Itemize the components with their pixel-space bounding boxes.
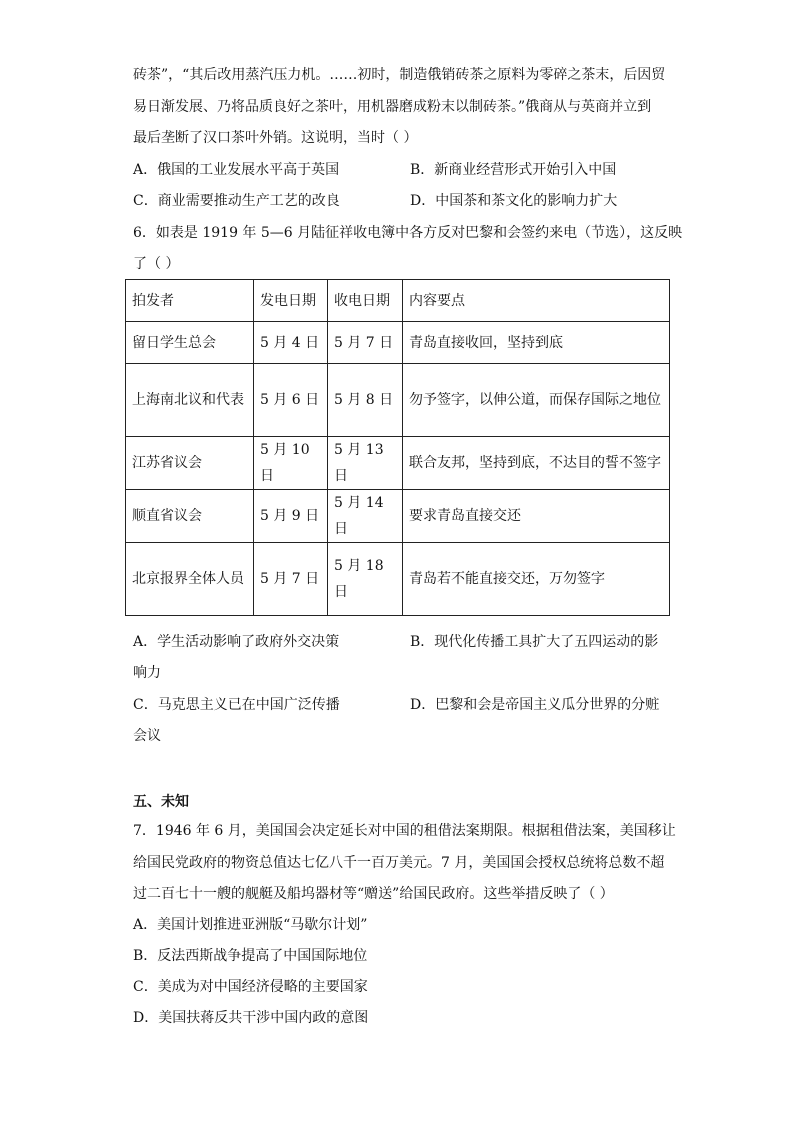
cell-sender: 留日学生总会 xyxy=(126,322,254,364)
cell-content: 联合友邦，坚持到底，不达目的誓不签字 xyxy=(403,437,670,490)
table-row xyxy=(126,490,670,543)
q5-option-d: D．中国茶和茶文化的影响力扩大 xyxy=(410,193,618,209)
cell-sender: 顺直省议会 xyxy=(126,490,254,543)
telegram-table xyxy=(125,279,670,616)
table-row xyxy=(126,437,670,490)
cell-received-date: 5 月 13 日 xyxy=(328,437,403,490)
q5-stem-line-1: 砖茶”，“其后改用蒸汽压力机。……初时，制造俄销砖茶之原料为零碎之茶末，后因贸 xyxy=(133,67,666,83)
cell-sent-date: 5 月 4 日 xyxy=(254,322,328,364)
q7-option-c: C．美成为对中国经济侵略的主要国家 xyxy=(133,979,368,995)
table-row xyxy=(126,543,670,616)
table-header-row xyxy=(126,280,670,322)
q7-stem-line-1: 7．1946 年 6 月，美国国会决定延长对中国的租借法案期限。根据租借法案，美国移让 xyxy=(133,823,676,839)
header-sender: 拍发者 xyxy=(126,280,254,322)
cell-sent-date: 5 月 10 日 xyxy=(254,437,328,490)
cell-content: 要求青岛直接交还 xyxy=(403,490,670,543)
table-row xyxy=(126,364,670,437)
cell-content: 青岛直接收回，坚持到底 xyxy=(403,322,670,364)
q7-option-a: A．美国计划推进亚洲版“马歇尔计划” xyxy=(133,917,368,933)
q6-stem-line-1: 6．如表是 1919 年 5—6 月陆征祥收电簿中各方反对巴黎和会签约来电（节选），这反映 xyxy=(133,225,683,241)
cell-received-date: 5 月 7 日 xyxy=(328,322,403,364)
cell-sender: 北京报界全体人员 xyxy=(126,543,254,616)
q5-stem-line-3: 最后垄断了汉口茶叶外销。这说明，当时（ ） xyxy=(133,130,418,146)
cell-sender: 上海南北议和代表 xyxy=(126,364,254,437)
header-received-date: 收电日期 xyxy=(328,280,403,322)
q5-stem-line-2: 易日渐发展、乃将品质良好之茶叶，用机器磨成粉末以制砖茶。”俄商从与英商并立到 xyxy=(133,99,652,115)
q6-option-d: D．巴黎和会是帝国主义瓜分世界的分赃 xyxy=(410,697,660,713)
q6-option-c: C．马克思主义已在中国广泛传播 xyxy=(133,697,340,713)
q6-option-d-continued: 会议 xyxy=(133,728,161,744)
cell-sender: 江苏省议会 xyxy=(126,437,254,490)
q7-stem-line-3: 过二百七十一艘的舰艇及船坞器材等“赠送”给国民政府。这些举措反映了（ ） xyxy=(133,886,614,902)
cell-received-date: 5 月 14 日 xyxy=(328,490,403,543)
cell-received-date: 5 月 8 日 xyxy=(328,364,403,437)
q7-option-b: B．反法西斯战争提高了中国国际地位 xyxy=(133,948,368,964)
q6-option-b: B．现代化传播工具扩大了五四运动的影 xyxy=(410,634,659,650)
cell-content: 青岛若不能直接交还，万勿签字 xyxy=(403,543,670,616)
cell-sent-date: 5 月 7 日 xyxy=(254,543,328,616)
header-content: 内容要点 xyxy=(403,280,670,322)
q5-option-b: B．新商业经营形式开始引入中国 xyxy=(410,162,617,178)
header-sent-date: 发电日期 xyxy=(254,280,328,322)
section-heading: 五、未知 xyxy=(133,794,189,810)
q6-stem-line-2: 了（ ） xyxy=(133,256,180,272)
q5-option-c: C．商业需要推动生产工艺的改良 xyxy=(133,193,340,209)
q6-option-b-continued: 响力 xyxy=(133,665,161,681)
cell-sent-date: 5 月 6 日 xyxy=(254,364,328,437)
cell-content: 勿予签字，以伸公道，而保存国际之地位 xyxy=(403,364,670,437)
q7-option-d: D．美国扶蒋反共干涉中国内政的意图 xyxy=(133,1010,369,1026)
cell-sent-date: 5 月 9 日 xyxy=(254,490,328,543)
cell-received-date: 5 月 18 日 xyxy=(328,543,403,616)
q7-stem-line-2: 给国民党政府的物资总值达七亿八千一百万美元。7 月，美国国会授权总统将总数不超 xyxy=(133,855,665,871)
q5-option-a: A．俄国的工业发展水平高于英国 xyxy=(133,162,340,178)
q6-option-a: A．学生活动影响了政府外交决策 xyxy=(133,634,340,650)
table-row xyxy=(126,322,670,364)
